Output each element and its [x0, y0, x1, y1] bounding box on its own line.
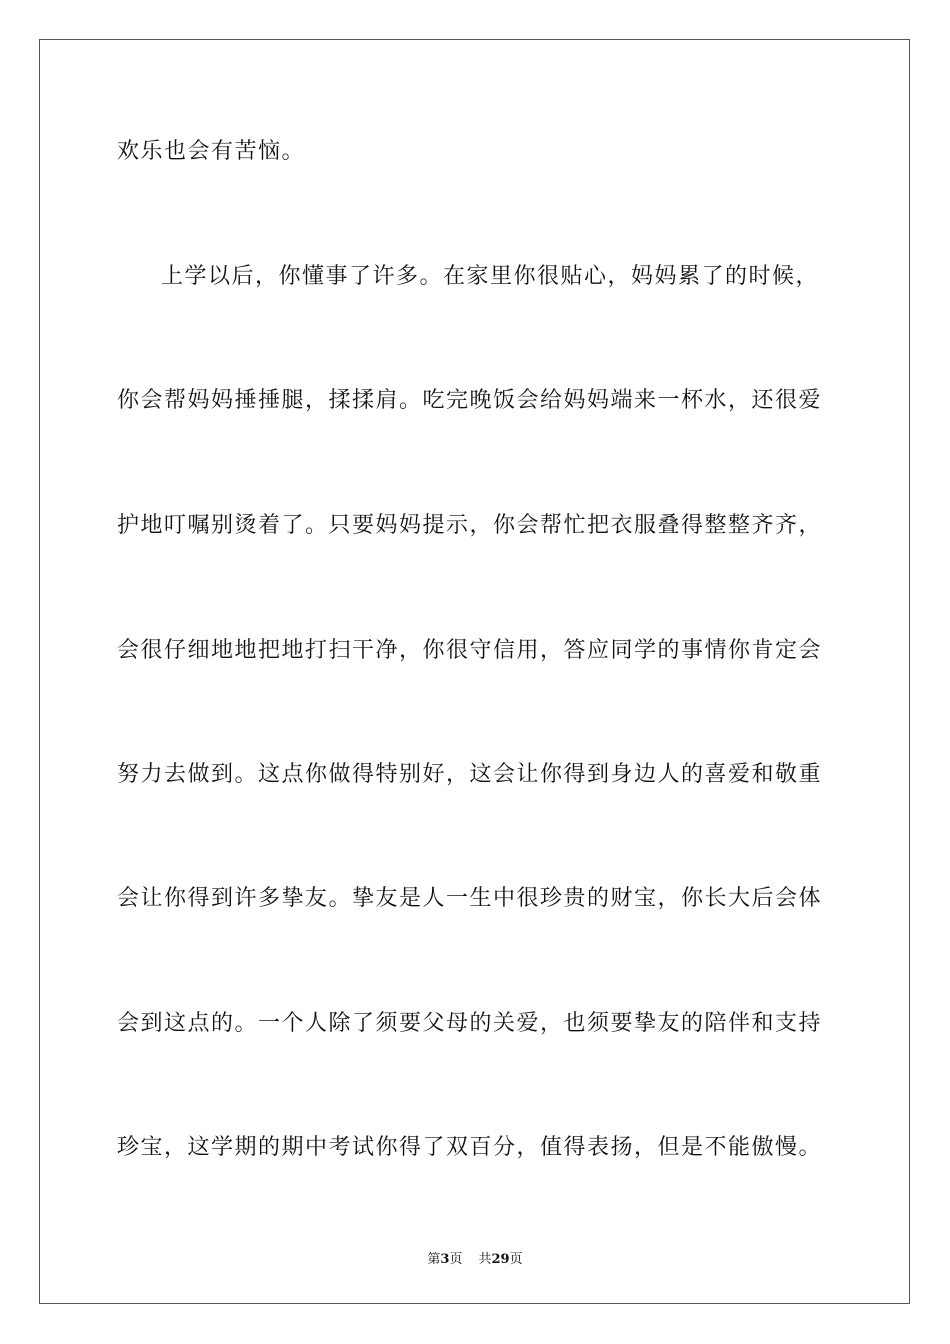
- page-number: 3: [440, 1252, 450, 1267]
- text-line-8: 会到这点的。一个人除了须要父母的关爱，也须要挚友的陪伴和支持: [117, 1011, 823, 1036]
- text-line-5: 会很仔细地地把地打扫干净，你很守信用，答应同学的事情你肯定会: [117, 638, 823, 663]
- page-prefix: 第: [427, 1252, 441, 1267]
- text-line-1: 欢乐也会有苦恼。: [117, 139, 306, 164]
- total-prefix: 共: [478, 1252, 492, 1267]
- page-footer: [0, 1248, 950, 1267]
- text-line-7: 会让你得到许多挚友。挚友是人一生中很珍贵的财宝，你长大后会体: [117, 886, 823, 911]
- text-line-4: 护地叮嘱别烫着了。只要妈妈提示，你会帮忙把衣服叠得整整齐齐，: [117, 513, 823, 538]
- total-pages: 29: [491, 1252, 510, 1267]
- page-border: [39, 39, 910, 1304]
- text-line-3: 你会帮妈妈捶捶腿，揉揉肩。吃完晚饭会给妈妈端来一杯水，还很爱: [117, 388, 823, 413]
- total-suffix: 页: [509, 1252, 523, 1267]
- text-line-9: 珍宝，这学期的期中考试你得了双百分，值得表扬，但是不能傲慢。: [117, 1135, 823, 1160]
- page-suffix: 页: [449, 1252, 463, 1267]
- text-line-6: 努力去做到。这点你做得特别好，这会让你得到身边人的喜爱和敬重: [117, 762, 823, 787]
- text-line-2: 上学以后，你懂事了许多。在家里你很贴心，妈妈累了的时候，: [161, 264, 820, 289]
